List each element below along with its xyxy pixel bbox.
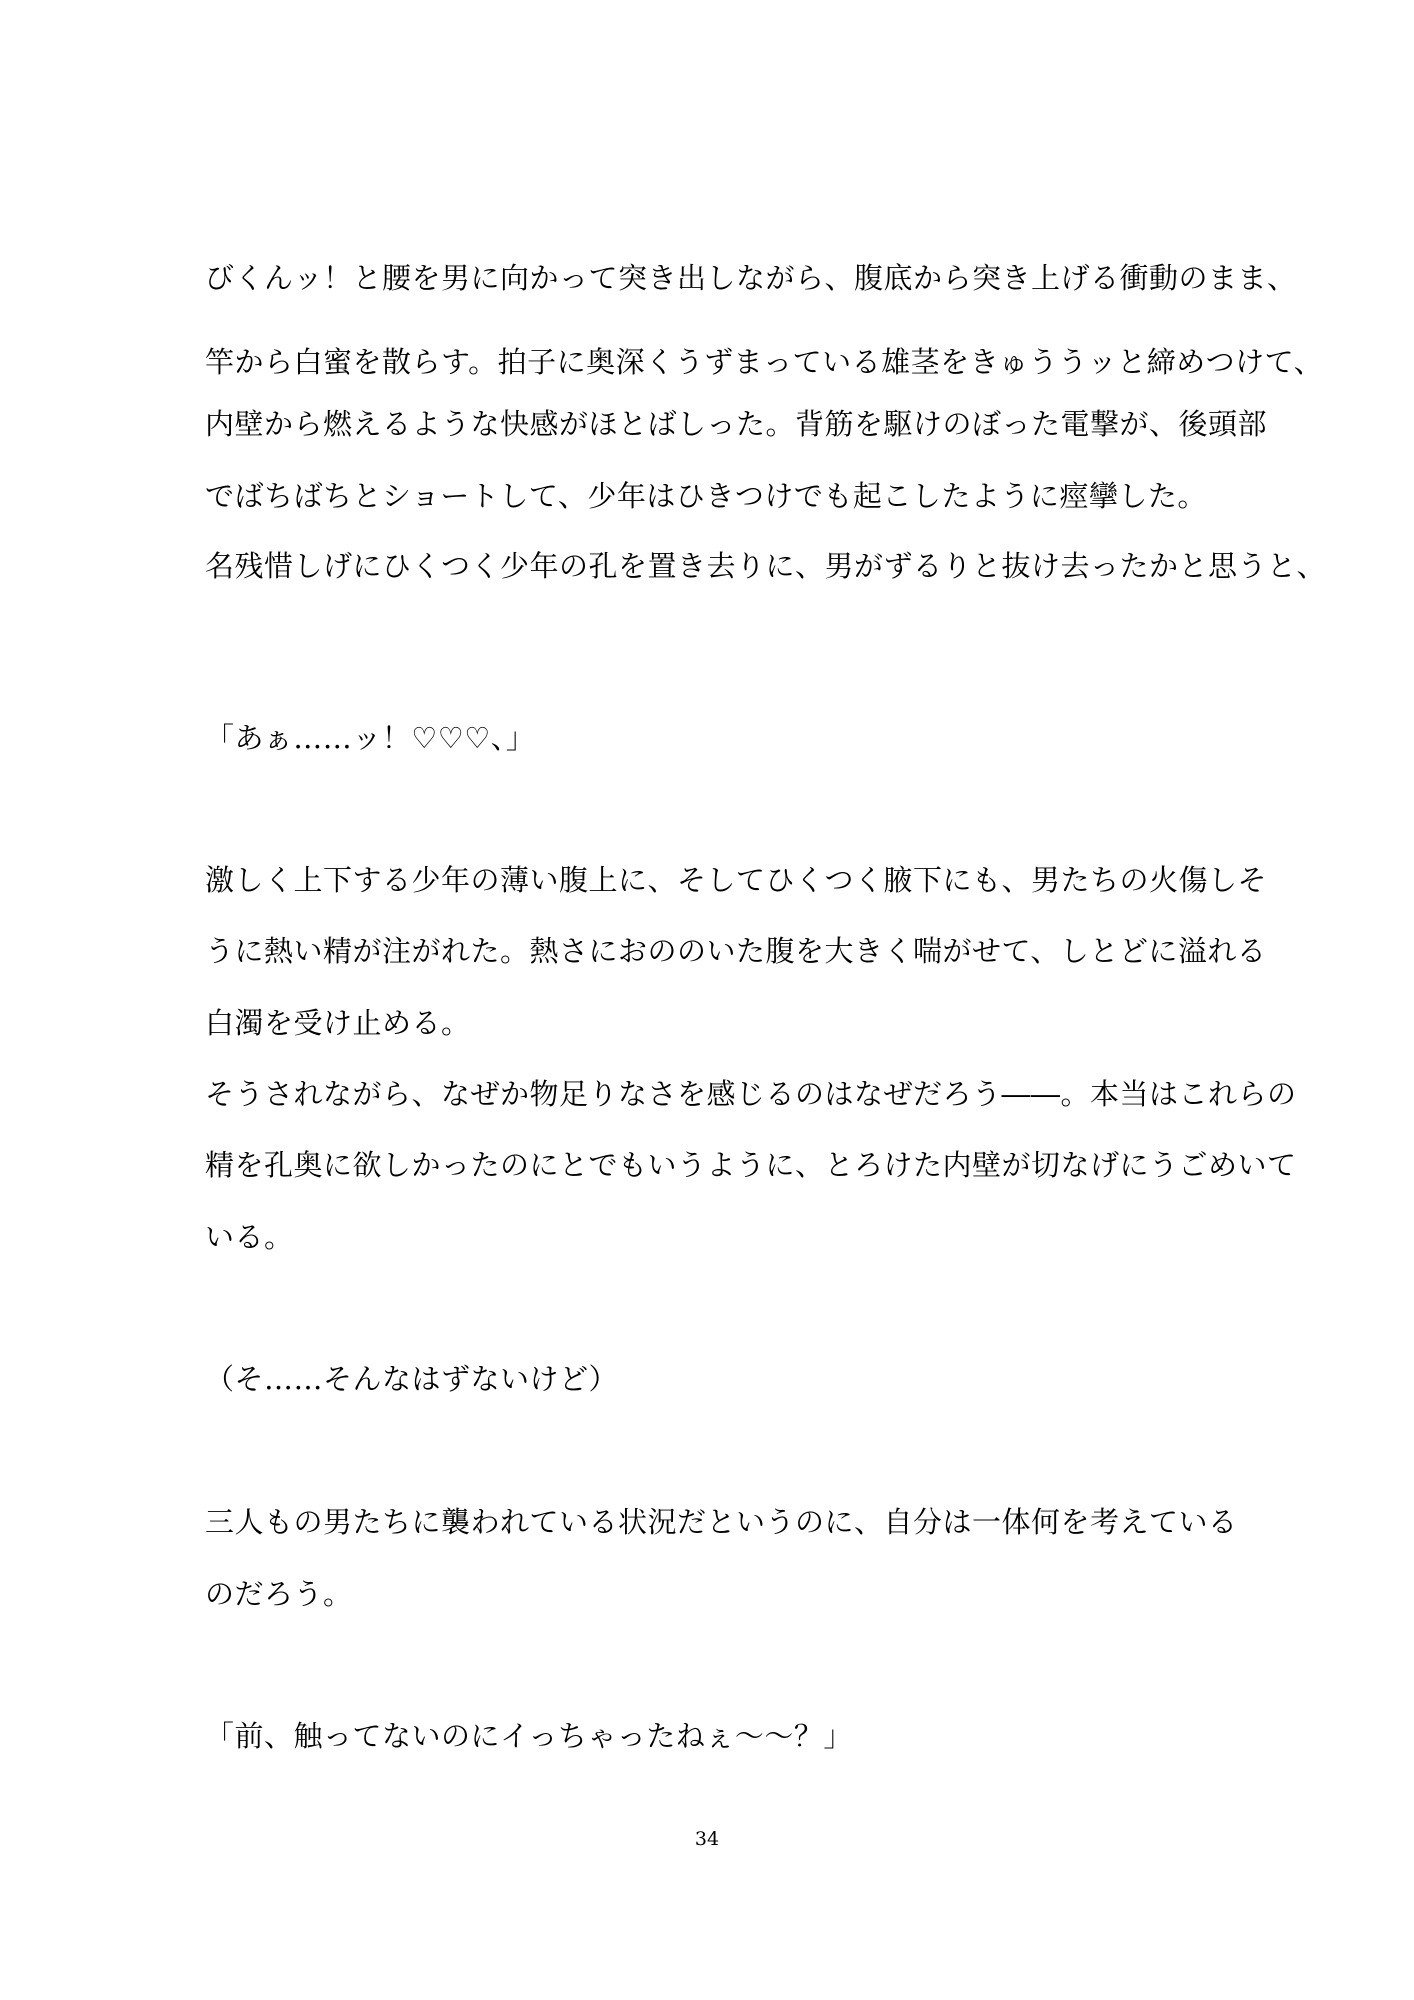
body-text-line: 精を孔奥に欲しかったのにとでもいうように、とろけた内壁が切なげにうごめいて [205,1148,1297,1182]
body-text-line: 三人もの男たちに襲われている状況だというのに、自分は一体何を考えている [205,1505,1238,1539]
body-text-line: のだろう。 [205,1577,353,1611]
body-text-line: でばちばちとショートして、少年はひきつけでも起こしたように痙攣した。 [205,479,1207,513]
body-text-line: 白濁を受け止める。 [205,1006,471,1040]
body-text-line: 名残惜しげにひくつく少年の孔を置き去りに、男がずるりと抜け去ったかと思うと、 [205,549,1327,583]
dialogue-line: 「前、触ってないのにイっちゃったねぇ～～？」 [205,1719,853,1753]
thought-line: （そ……そんなはずないけど） [205,1362,619,1396]
body-text-line: いる。 [205,1220,294,1254]
body-text-line: 激しく上下する少年の薄い腹上に、そしてひくつく腋下にも、男たちの火傷しそ [205,863,1268,897]
body-text-line: 竿から白蜜を散らす。拍子に奥深くうずまっている雄茎をきゅううッと締めつけて、 [205,345,1324,379]
page-number: 34 [694,1828,720,1850]
body-text-line: 内壁から燃えるような快感がほとばしった。背筋を駆けのぼった電撃が、後頭部 [205,407,1268,441]
dialogue-line: 「あぁ……ッ！♡♡♡、」 [205,721,536,755]
body-text-line: そうされながら、なぜか物足りなさを感じるのはなぜだろう――。本当はこれらの [205,1077,1297,1111]
body-text-line: うに熱い精が注がれた。熱さにおののいた腹を大きく喘がせて、しとどに溢れる [205,934,1267,968]
body-text-line: びくんッ！と腰を男に向かって突き出しながら、腹底から突き上げる衝動のまま、 [205,261,1297,295]
